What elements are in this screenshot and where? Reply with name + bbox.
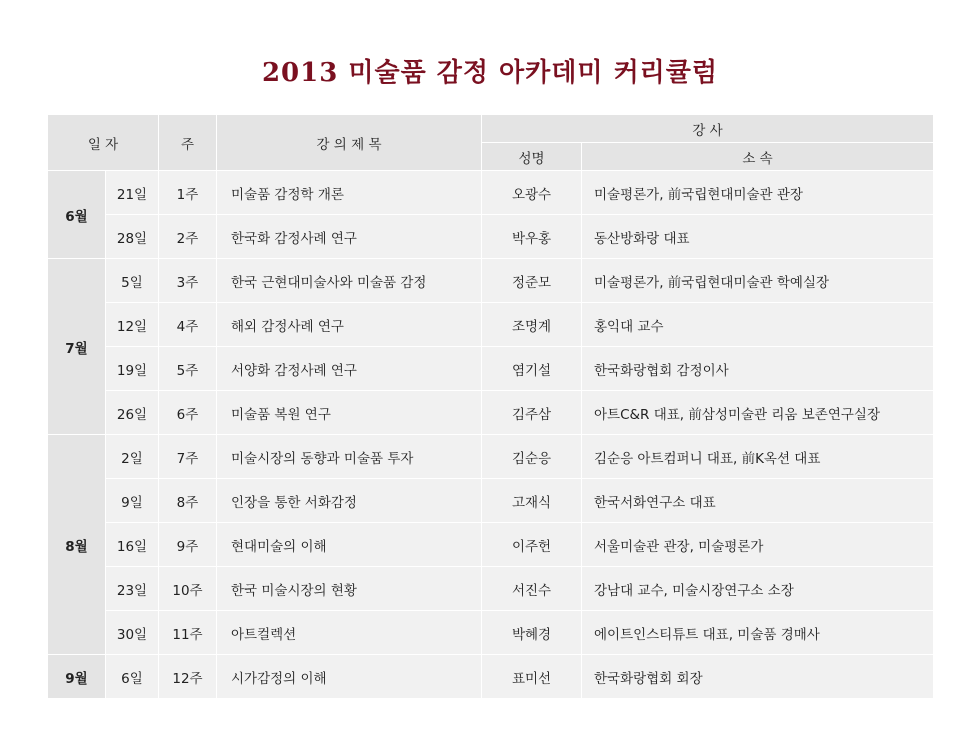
instructor-affiliation: 김순응 아트컴퍼니 대표, 前K옥션 대표 xyxy=(582,435,934,479)
lecture-week: 9주 xyxy=(159,523,217,567)
lecture-topic: 시가감정의 이해 xyxy=(217,655,482,699)
table-row xyxy=(48,567,934,611)
table-row xyxy=(48,479,934,523)
month-label: 7월 xyxy=(48,259,106,435)
instructor-name: 김순응 xyxy=(482,435,582,479)
instructor-name: 오광수 xyxy=(482,171,582,215)
lecture-day: 23일 xyxy=(106,567,159,611)
header-instructor: 강 사 xyxy=(482,115,934,143)
lecture-day: 16일 xyxy=(106,523,159,567)
lecture-day: 6일 xyxy=(106,655,159,699)
lecture-topic: 한국화 감정사례 연구 xyxy=(217,215,482,259)
instructor-name: 고재식 xyxy=(482,479,582,523)
lecture-week: 4주 xyxy=(159,303,217,347)
table-row xyxy=(48,171,934,215)
header-week: 주 xyxy=(159,115,217,171)
lecture-day: 19일 xyxy=(106,347,159,391)
lecture-day: 2일 xyxy=(106,435,159,479)
instructor-name: 박혜경 xyxy=(482,611,582,655)
month-label: 8월 xyxy=(48,435,106,655)
lecture-topic: 미술품 복원 연구 xyxy=(217,391,482,435)
instructor-name: 조명계 xyxy=(482,303,582,347)
lecture-day: 9일 xyxy=(106,479,159,523)
instructor-name: 이주헌 xyxy=(482,523,582,567)
lecture-topic: 서양화 감정사례 연구 xyxy=(217,347,482,391)
instructor-name: 서진수 xyxy=(482,567,582,611)
table-row xyxy=(48,655,934,699)
lecture-topic: 현대미술의 이해 xyxy=(217,523,482,567)
lecture-week: 11주 xyxy=(159,611,217,655)
instructor-affiliation: 홍익대 교수 xyxy=(582,303,934,347)
instructor-affiliation: 한국화랑협회 회장 xyxy=(582,655,934,699)
table-row xyxy=(48,259,934,303)
instructor-name: 박우홍 xyxy=(482,215,582,259)
instructor-name: 정준모 xyxy=(482,259,582,303)
header-affiliation: 소 속 xyxy=(582,143,934,171)
instructor-affiliation: 아트C&R 대표, 前삼성미술관 리움 보존연구실장 xyxy=(582,391,934,435)
lecture-day: 26일 xyxy=(106,391,159,435)
instructor-affiliation: 미술평론가, 前국립현대미술관 학예실장 xyxy=(582,259,934,303)
lecture-week: 3주 xyxy=(159,259,217,303)
instructor-affiliation: 미술평론가, 前국립현대미술관 관장 xyxy=(582,171,934,215)
instructor-affiliation: 에이트인스티튜트 대표, 미술품 경매사 xyxy=(582,611,934,655)
month-label: 6월 xyxy=(48,171,106,259)
instructor-affiliation: 동산방화랑 대표 xyxy=(582,215,934,259)
lecture-day: 21일 xyxy=(106,171,159,215)
lecture-week: 8주 xyxy=(159,479,217,523)
instructor-name: 김주삼 xyxy=(482,391,582,435)
table-row xyxy=(48,435,934,479)
lecture-day: 12일 xyxy=(106,303,159,347)
lecture-week: 12주 xyxy=(159,655,217,699)
table-row xyxy=(48,347,934,391)
curriculum-table xyxy=(47,114,934,699)
page-title: 2013 미술품 감정 아카데미 커리큘럼 xyxy=(261,58,719,88)
lecture-day: 28일 xyxy=(106,215,159,259)
table-row xyxy=(48,523,934,567)
lecture-topic: 미술시장의 동향과 미술품 투자 xyxy=(217,435,482,479)
instructor-affiliation: 서울미술관 관장, 미술평론가 xyxy=(582,523,934,567)
instructor-affiliation: 강남대 교수, 미술시장연구소 소장 xyxy=(582,567,934,611)
header-date: 일 자 xyxy=(48,115,159,171)
instructor-name: 표미선 xyxy=(482,655,582,699)
lecture-topic: 해외 감정사례 연구 xyxy=(217,303,482,347)
lecture-day: 30일 xyxy=(106,611,159,655)
header-name: 성명 xyxy=(482,143,582,171)
lecture-week: 6주 xyxy=(159,391,217,435)
lecture-day: 5일 xyxy=(106,259,159,303)
lecture-topic: 한국 미술시장의 현황 xyxy=(217,567,482,611)
lecture-week: 2주 xyxy=(159,215,217,259)
curriculum-body xyxy=(48,171,934,699)
lecture-topic: 아트컬렉션 xyxy=(217,611,482,655)
month-label: 9월 xyxy=(48,655,106,699)
table-row xyxy=(48,611,934,655)
header-topic: 강 의 제 목 xyxy=(217,115,482,171)
table-row xyxy=(48,303,934,347)
instructor-affiliation: 한국서화연구소 대표 xyxy=(582,479,934,523)
lecture-topic: 한국 근현대미술사와 미술품 감정 xyxy=(217,259,482,303)
lecture-topic: 미술품 감정학 개론 xyxy=(217,171,482,215)
lecture-week: 7주 xyxy=(159,435,217,479)
instructor-name: 염기설 xyxy=(482,347,582,391)
lecture-week: 1주 xyxy=(159,171,217,215)
table-row xyxy=(48,391,934,435)
lecture-topic: 인장을 통한 서화감정 xyxy=(217,479,482,523)
lecture-week: 5주 xyxy=(159,347,217,391)
instructor-affiliation: 한국화랑협회 감정이사 xyxy=(582,347,934,391)
lecture-week: 10주 xyxy=(159,567,217,611)
table-row xyxy=(48,215,934,259)
